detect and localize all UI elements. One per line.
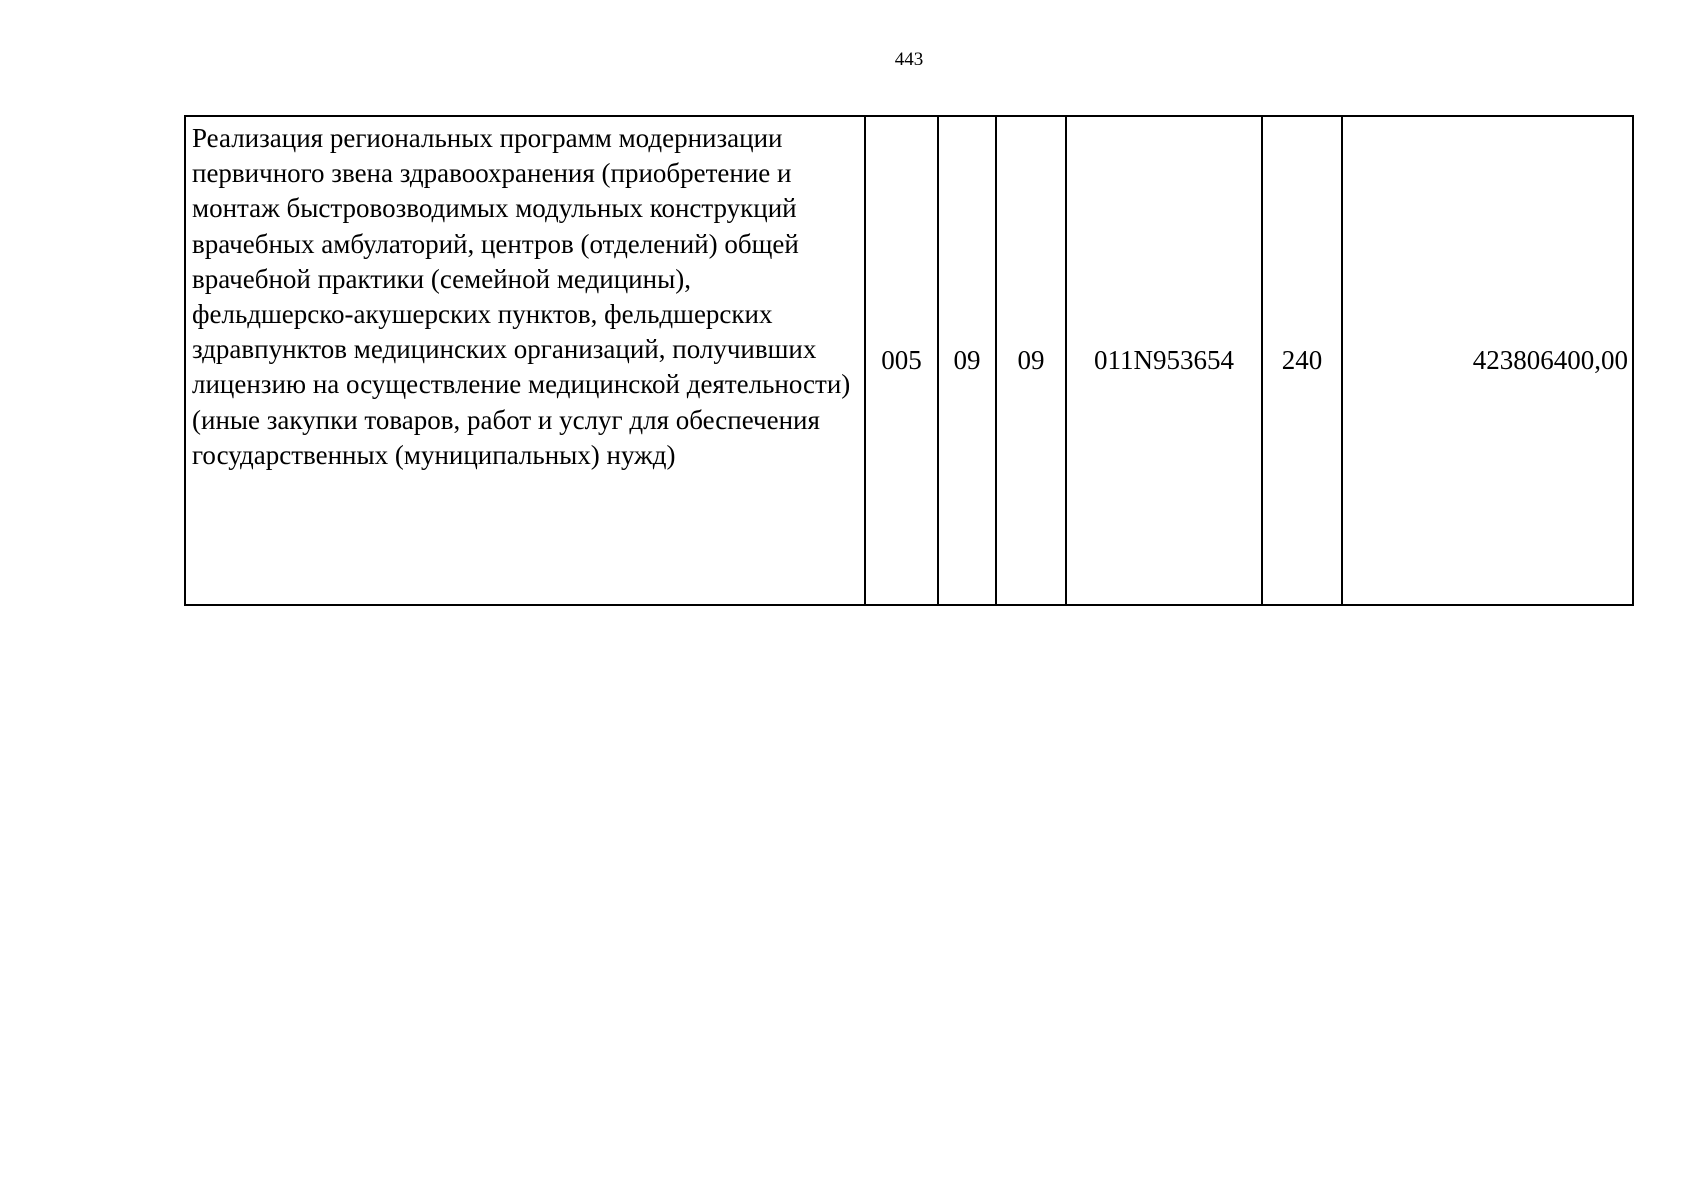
budget-table	[184, 115, 1634, 606]
ministry-code: 005	[865, 116, 938, 605]
subsection-code: 09	[996, 116, 1066, 605]
amount-value: 423806400,00	[1342, 116, 1633, 605]
expense-type-code: 240	[1262, 116, 1342, 605]
target-article-code: 011N953654	[1066, 116, 1262, 605]
expense-description: Реализация региональных программ модернизации первичного звена здравоохранения (приобретение и монтаж быстровозводимых модульных конструкций врачебных амбулаторий, центров (отделений) общей врачебной практики (семейной медицины), фельдшерско-акушерских пунктов, фельдшерских здравпунктов медицинских организаций, получивших лицензию на осуществление медицинской деятельности) (иные закупки товаров, работ и услуг для обеспечения государственных (муниципальных) нужд)	[185, 116, 865, 605]
page-number: 443	[894, 49, 924, 70]
section-code: 09	[938, 116, 996, 605]
table-row	[185, 116, 1633, 605]
